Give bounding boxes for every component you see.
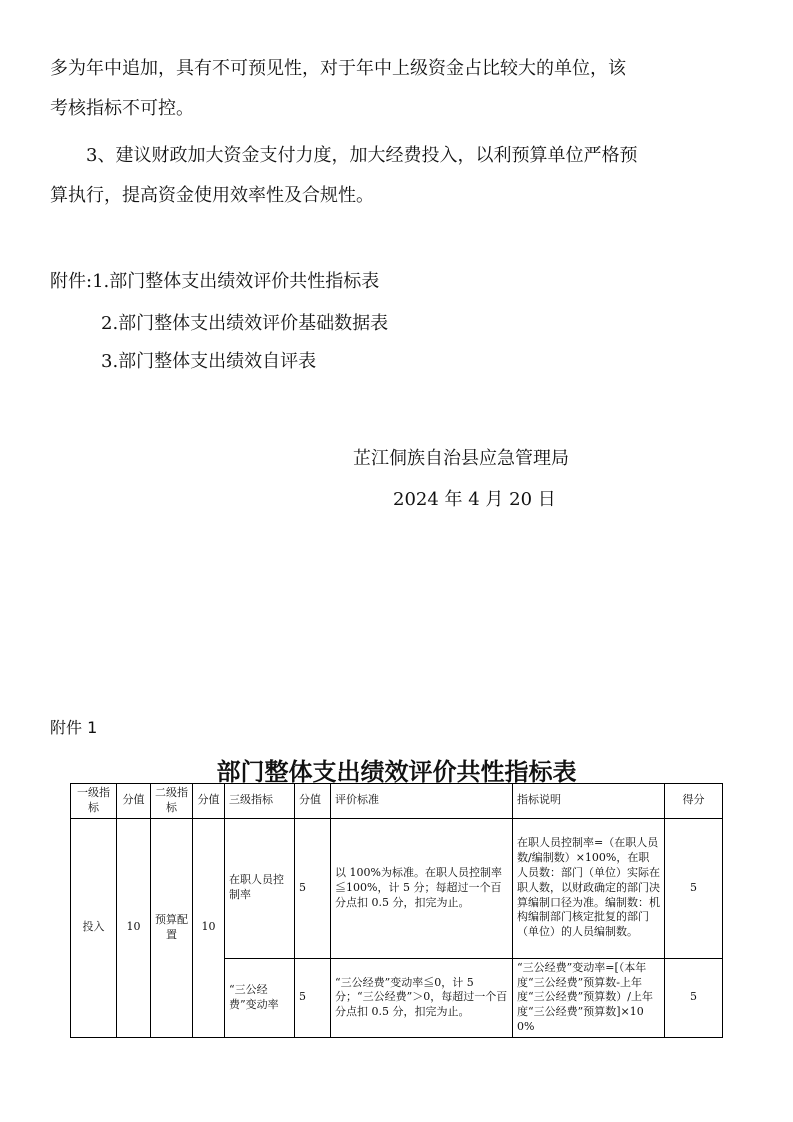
body-line-2: 考核指标不可控。 — [50, 98, 194, 119]
header-points: 得分 — [665, 784, 723, 819]
body-line-3: 3、建议财政加大资金支付力度，加大经费投入，以利预算单位严格预 — [86, 145, 638, 166]
attachment-item-1: 1.部门整体支出绩效评价共性指标表 — [92, 271, 380, 292]
indicator-table — [70, 783, 723, 1038]
signature-date: 2024 年 4 月 20 日 — [393, 489, 556, 510]
header-score3: 分值 — [295, 784, 331, 819]
table-row — [71, 818, 723, 958]
cell-points: 5 — [665, 818, 723, 958]
attachment-item-3: 3.部门整体支出绩效自评表 — [101, 351, 317, 372]
table-header-row — [71, 784, 723, 819]
cell-level3-name: 在职人员控制率 — [225, 818, 295, 958]
cell-description: 在职人员控制率=（在职人员数/编制数）×100%，在职人员数：部门（单位）实际在职人数，以财政确定的部门决算编制口径为准。编制数：机构编制部门核定批复的部门（单位）的人员编制数。 — [513, 818, 665, 958]
annex-label: 附件 1 — [50, 718, 98, 737]
header-level1: 一级指标 — [71, 784, 117, 819]
cell-level3-score: 5 — [295, 958, 331, 1037]
cell-level3-score: 5 — [295, 818, 331, 958]
header-score2: 分值 — [193, 784, 225, 819]
body-line-4: 算执行，提高资金使用效率性及合规性。 — [50, 185, 374, 206]
header-level2: 二级指标 — [151, 784, 193, 819]
cell-level2-score: 10 — [193, 818, 225, 1037]
header-description: 指标说明 — [513, 784, 665, 819]
body-line-1: 多为年中追加，具有不可预见性，对于年中上级资金占比较大的单位，该 — [50, 58, 626, 79]
header-standard: 评价标准 — [331, 784, 513, 819]
attachment-item-2: 2.部门整体支出绩效评价基础数据表 — [101, 313, 389, 334]
header-level3: 三级指标 — [225, 784, 295, 819]
cell-level1-score: 10 — [117, 818, 151, 1037]
cell-points: 5 — [665, 958, 723, 1037]
cell-standard: “三公经费”变动率≦0，计 5 分；“三公经费”＞0，每超过一个百分点扣 0.5 分，扣完为止。 — [331, 958, 513, 1037]
cell-level2: 预算配置 — [151, 818, 193, 1037]
header-score1: 分值 — [117, 784, 151, 819]
cell-level3-name: “三公经费”变动率 — [225, 958, 295, 1037]
attachment-label: 附件:1.部门整体支出绩效评价共性指标表 — [50, 271, 380, 292]
table-title: 部门整体支出绩效评价共性指标表 — [216, 758, 577, 786]
cell-level1: 投入 — [71, 818, 117, 1037]
cell-standard: 以 100%为标准。在职人员控制率≦100%，计 5 分；每超过一个百分点扣 0.5 分，扣完为止。 — [331, 818, 513, 958]
cell-description: “三公经费”变动率=[（本年度“三公经费”预算数-上年度“三公经费”预算数）/上年度“三公经费”预算数]×100% — [513, 958, 665, 1037]
signature-org: 芷江侗族自治县应急管理局 — [353, 448, 569, 469]
